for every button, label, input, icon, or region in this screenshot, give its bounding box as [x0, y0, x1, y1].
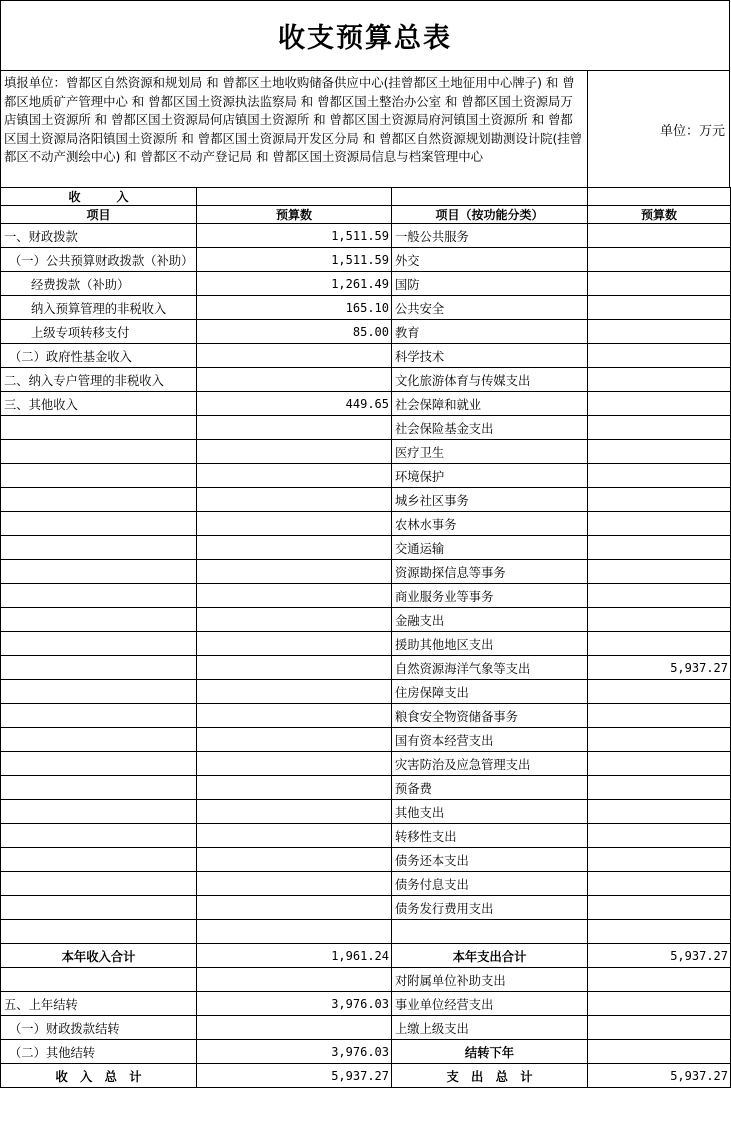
- expense-item: 社会保险基金支出: [392, 416, 588, 440]
- table-row: [1, 248, 731, 272]
- table-row: [1, 728, 731, 752]
- expense-amount: [588, 464, 731, 488]
- income-amount: 85.00: [197, 320, 392, 344]
- income-item: [1, 896, 197, 920]
- year-expense-label: 本年支出合计: [392, 944, 588, 968]
- income-amount: [197, 560, 392, 584]
- expense-amount: [588, 872, 731, 896]
- income-amount: [197, 440, 392, 464]
- table-row: [1, 1040, 731, 1064]
- expense-item: 债务还本支出: [392, 848, 588, 872]
- table-row: [1, 656, 731, 680]
- table-row: [1, 896, 731, 920]
- expense-amount: [588, 488, 731, 512]
- income-item: [1, 824, 197, 848]
- income-amount: [197, 824, 392, 848]
- income-amount: [197, 584, 392, 608]
- expense-item: 对附属单位补助支出: [392, 968, 588, 992]
- expense-item: 自然资源海洋气象等支出: [392, 656, 588, 680]
- income-amount: [197, 896, 392, 920]
- income-item: [1, 488, 197, 512]
- income-amount: [197, 632, 392, 656]
- expense-item: 事业单位经营支出: [392, 992, 588, 1016]
- expense-item: 国防: [392, 272, 588, 296]
- expense-amount: 5,937.27: [588, 656, 731, 680]
- table-row: [1, 224, 731, 248]
- table-row: [1, 680, 731, 704]
- column-header-row: [1, 206, 731, 224]
- income-item: [1, 776, 197, 800]
- table-row: [1, 608, 731, 632]
- income-item: 三、其他收入: [1, 392, 197, 416]
- currency-unit: 单位：万元: [659, 123, 725, 139]
- expense-amount: [588, 344, 731, 368]
- table-row: [1, 752, 731, 776]
- income-item: 二、纳入专户管理的非税收入: [1, 368, 197, 392]
- expense-amount: [588, 272, 731, 296]
- expense-item: 转移性支出: [392, 824, 588, 848]
- expense-item: 城乡社区事务: [392, 488, 588, 512]
- income-item: 五、上年结转: [1, 992, 197, 1016]
- grand-expense-label: 支 出 总 计: [392, 1064, 588, 1088]
- table-row: [1, 464, 731, 488]
- income-item: 经费拨款（补助）: [1, 272, 197, 296]
- income-item: （二）其他结转: [1, 1040, 197, 1064]
- table-row: [1, 968, 731, 992]
- income-item: [1, 872, 197, 896]
- expense-amount: [588, 608, 731, 632]
- expense-amount: [588, 296, 731, 320]
- expense-item: 商业服务业等事务: [392, 584, 588, 608]
- income-item: （二）政府性基金收入: [1, 344, 197, 368]
- table-row: [1, 368, 731, 392]
- expense-amount: [588, 440, 731, 464]
- expense-amount: [588, 992, 731, 1016]
- income-item: [1, 560, 197, 584]
- expense-item: 科学技术: [392, 344, 588, 368]
- header-expense-amount: 预算数: [588, 206, 731, 224]
- income-amount: [197, 464, 392, 488]
- income-amount: 1,511.59: [197, 248, 392, 272]
- income-amount: 165.10: [197, 296, 392, 320]
- income-item: 一、财政拨款: [1, 224, 197, 248]
- income-amount: 1,261.49: [197, 272, 392, 296]
- table-row: [1, 560, 731, 584]
- income-amount: [197, 872, 392, 896]
- expense-amount: [588, 224, 731, 248]
- income-item: [1, 800, 197, 824]
- income-amount: [197, 608, 392, 632]
- page-title: 收支预算总表: [0, 0, 730, 70]
- income-amount: [197, 776, 392, 800]
- year-income-value: 1,961.24: [197, 944, 392, 968]
- reporting-unit: 填报单位：曾都区自然资源和规划局 和 曾都区土地收购储备供应中心(挂曾都区土地征用中心牌子) 和 曾都区地质矿产管理中心 和 曾都区国土资源执法监察局 和 曾都区国土整治办公室 和 曾都区国土资源局万店镇国土资源所 和 曾都区国土资源局何店镇国土资源所 和 曾都区国土资源局府河镇国土资源所 和 曾都区国土资源局洛阳镇国土资源所 和 曾都区国土资源局开发区分局 和 曾都区自然资源规划勘测设计院(挂曾都区不动产测绘中心) 和 曾都区不动产登记局 和 曾都区国土资源局信息与档案管理中心: [1, 71, 588, 187]
- income-item: [1, 440, 197, 464]
- income-amount: 1,511.59: [197, 224, 392, 248]
- income-amount: [197, 752, 392, 776]
- income-amount: [197, 680, 392, 704]
- expense-amount: [588, 392, 731, 416]
- table-row: [1, 848, 731, 872]
- budget-table: [0, 187, 731, 1088]
- expense-item: 公共安全: [392, 296, 588, 320]
- income-item: [1, 920, 197, 944]
- expense-amount: [588, 704, 731, 728]
- table-row: [1, 344, 731, 368]
- expense-item: 债务付息支出: [392, 872, 588, 896]
- table-row: [1, 824, 731, 848]
- grand-income-label: 收 入 总 计: [1, 1064, 197, 1088]
- expense-amount: [588, 536, 731, 560]
- income-amount: [197, 968, 392, 992]
- year-expense-value: 5,937.27: [588, 944, 731, 968]
- expense-item: 教育: [392, 320, 588, 344]
- expense-item: 预备费: [392, 776, 588, 800]
- income-section-label: 收 入: [1, 188, 197, 206]
- table-row: [1, 632, 731, 656]
- section-header-row: [1, 188, 731, 206]
- expense-amount: [588, 968, 731, 992]
- expense-amount: [588, 632, 731, 656]
- income-item: [1, 704, 197, 728]
- table-row: [1, 584, 731, 608]
- expense-item: 上缴上级支出: [392, 1016, 588, 1040]
- table-row: [1, 1016, 731, 1040]
- header-income-amount: 预算数: [197, 206, 392, 224]
- expense-amount: [588, 1016, 731, 1040]
- income-item: [1, 656, 197, 680]
- table-row: [1, 920, 731, 944]
- year-total-row: [1, 944, 731, 968]
- year-income-label: 本年收入合计: [1, 944, 197, 968]
- income-amount: [197, 800, 392, 824]
- income-amount: [197, 728, 392, 752]
- income-amount: [197, 344, 392, 368]
- income-amount: [197, 920, 392, 944]
- income-amount: 3,976.03: [197, 992, 392, 1016]
- income-amount: 449.65: [197, 392, 392, 416]
- income-item: 纳入预算管理的非税收入: [1, 296, 197, 320]
- table-row: [1, 704, 731, 728]
- table-row: [1, 296, 731, 320]
- expense-amount: [588, 680, 731, 704]
- income-item: 上级专项转移支付: [1, 320, 197, 344]
- table-row: [1, 536, 731, 560]
- expense-item: 外交: [392, 248, 588, 272]
- table-row: [1, 488, 731, 512]
- expense-item: 交通运输: [392, 536, 588, 560]
- income-item: [1, 584, 197, 608]
- expense-item: 其他支出: [392, 800, 588, 824]
- expense-item: [392, 920, 588, 944]
- income-item: [1, 752, 197, 776]
- expense-item: 医疗卫生: [392, 440, 588, 464]
- expense-item: 金融支出: [392, 608, 588, 632]
- expense-item: 文化旅游体育与传媒支出: [392, 368, 588, 392]
- table-row: [1, 776, 731, 800]
- report-header: [0, 70, 730, 187]
- expense-amount: [588, 752, 731, 776]
- table-row: [1, 992, 731, 1016]
- income-item: [1, 632, 197, 656]
- expense-item: 资源勘探信息等事务: [392, 560, 588, 584]
- expense-item: 一般公共服务: [392, 224, 588, 248]
- income-amount: [197, 536, 392, 560]
- expense-item: 援助其他地区支出: [392, 632, 588, 656]
- expense-amount: [588, 848, 731, 872]
- expense-amount: [588, 800, 731, 824]
- expense-item: 粮食安全物资储备事务: [392, 704, 588, 728]
- table-row: [1, 416, 731, 440]
- expense-amount: [588, 560, 731, 584]
- expense-amount: [588, 512, 731, 536]
- income-item: [1, 464, 197, 488]
- income-item: [1, 680, 197, 704]
- expense-amount: [588, 896, 731, 920]
- expense-amount: [588, 920, 731, 944]
- income-amount: 3,976.03: [197, 1040, 392, 1064]
- expense-amount: [588, 1040, 731, 1064]
- income-item: [1, 416, 197, 440]
- income-amount: [197, 488, 392, 512]
- table-row: [1, 872, 731, 896]
- grand-expense-value: 5,937.27: [588, 1064, 731, 1088]
- expense-amount: [588, 584, 731, 608]
- table-row: [1, 800, 731, 824]
- table-row: [1, 512, 731, 536]
- grand-income-value: 5,937.27: [197, 1064, 392, 1088]
- expense-amount: [588, 416, 731, 440]
- income-item: [1, 848, 197, 872]
- expense-amount: [588, 824, 731, 848]
- income-amount: [197, 704, 392, 728]
- expense-item: 社会保障和就业: [392, 392, 588, 416]
- income-amount: [197, 368, 392, 392]
- header-income-item: 项目: [1, 206, 197, 224]
- expense-amount: [588, 776, 731, 800]
- expense-item: 环境保护: [392, 464, 588, 488]
- expense-amount: [588, 368, 731, 392]
- expense-item: 农林水事务: [392, 512, 588, 536]
- table-row: [1, 392, 731, 416]
- table-row: [1, 320, 731, 344]
- income-item: [1, 968, 197, 992]
- income-item: [1, 536, 197, 560]
- expense-amount: [588, 248, 731, 272]
- expense-item: 债务发行费用支出: [392, 896, 588, 920]
- table-row: [1, 440, 731, 464]
- expense-item: 国有资本经营支出: [392, 728, 588, 752]
- income-item: [1, 512, 197, 536]
- income-amount: [197, 1016, 392, 1040]
- income-item: （一）财政拨款结转: [1, 1016, 197, 1040]
- income-item: [1, 728, 197, 752]
- expense-item: 灾害防治及应急管理支出: [392, 752, 588, 776]
- income-amount: [197, 512, 392, 536]
- expense-item: 结转下年: [392, 1040, 588, 1064]
- income-item: [1, 608, 197, 632]
- expense-item: 住房保障支出: [392, 680, 588, 704]
- header-expense-item: 项目（按功能分类）: [392, 206, 588, 224]
- expense-amount: [588, 728, 731, 752]
- table-row: [1, 272, 731, 296]
- expense-amount: [588, 320, 731, 344]
- grand-total-row: [1, 1064, 731, 1088]
- income-amount: [197, 656, 392, 680]
- income-amount: [197, 848, 392, 872]
- income-item: （一）公共预算财政拨款（补助）: [1, 248, 197, 272]
- income-amount: [197, 416, 392, 440]
